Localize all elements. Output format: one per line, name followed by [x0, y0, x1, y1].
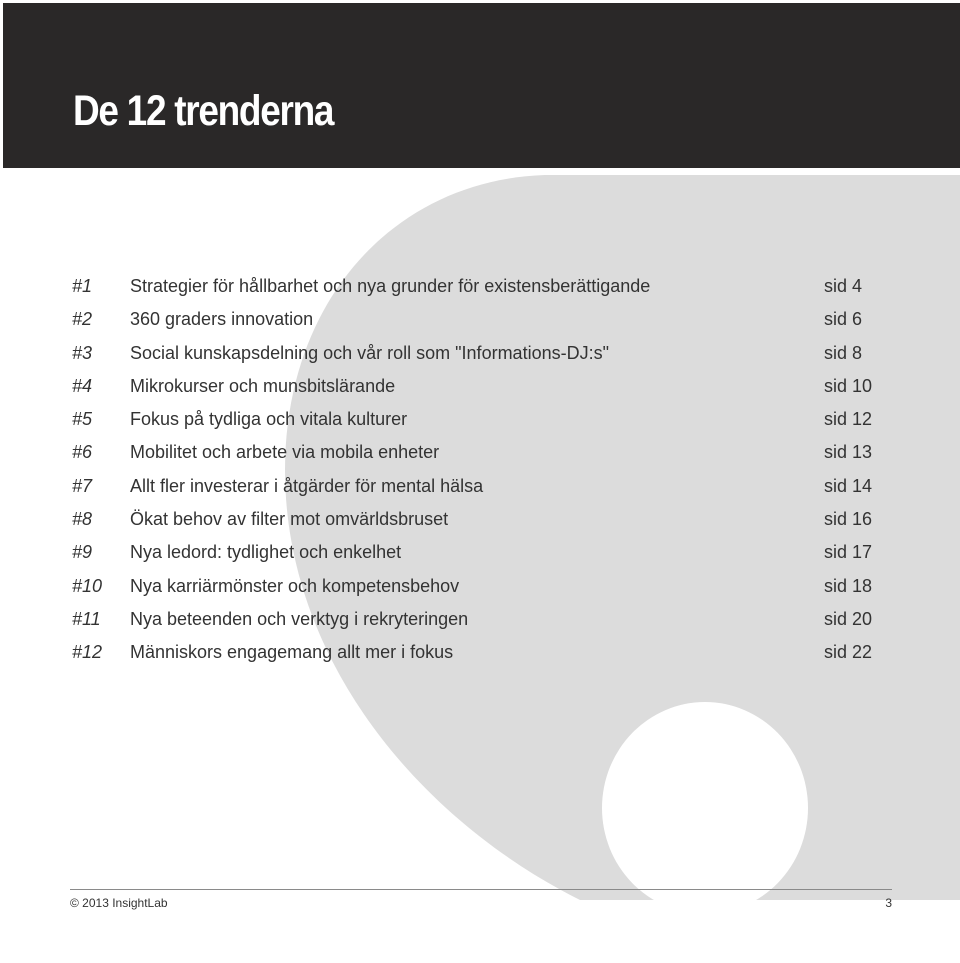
header-band: [3, 3, 960, 168]
toc-row[interactable]: [0, 570, 960, 603]
table-of-contents: [0, 270, 960, 670]
toc-title: Nya karriärmönster och kompetensbehov: [130, 575, 460, 596]
toc-title: Strategier för hållbarhet och nya grunder för existensberättigande: [130, 276, 651, 296]
toc-page-ref: sid 20: [824, 608, 873, 629]
toc-page-ref: sid 16: [824, 509, 873, 530]
toc-page-ref: sid 18: [824, 575, 873, 596]
toc-row[interactable]: [0, 403, 960, 436]
toc-title: Mikrokurser och munsbitslärande: [130, 375, 396, 396]
toc-row[interactable]: [0, 536, 960, 569]
toc-page-ref: sid 12: [824, 409, 873, 430]
toc-title: 360 graders innovation: [130, 309, 314, 330]
toc-number: #3: [72, 342, 93, 363]
toc-page-ref: sid 14: [824, 475, 873, 496]
toc-title: Fokus på tydliga och vitala kulturer: [130, 409, 408, 430]
toc-number: #5: [72, 409, 93, 430]
toc-row[interactable]: [0, 503, 960, 536]
toc-title: Social kunskapsdelning och vår roll som "Informations-DJ:s": [130, 342, 609, 363]
toc-row[interactable]: [0, 337, 960, 370]
toc-row[interactable]: [0, 370, 960, 403]
toc-number: #2: [72, 309, 93, 330]
toc-number: #10: [72, 575, 103, 596]
toc-number: #11: [72, 608, 101, 629]
toc-number: #6: [72, 442, 93, 463]
toc-number: #1: [72, 276, 93, 296]
toc-number: #9: [72, 542, 93, 563]
toc-title: Ökat behov av filter mot omvärldsbruset: [130, 509, 449, 530]
toc-page-ref: sid 4: [824, 276, 863, 296]
toc-number: #8: [72, 509, 93, 530]
toc-page-ref: sid 6: [824, 309, 863, 330]
toc-title: Nya beteenden och verktyg i rekryteringen: [130, 608, 469, 629]
toc-page-ref: sid 10: [824, 375, 873, 396]
toc-page-ref: sid 8: [824, 342, 863, 363]
footer-divider: [70, 889, 892, 890]
toc-page-ref: sid 22: [824, 642, 873, 663]
footer-copyright: © 2013 InsightLab: [70, 896, 168, 910]
toc-number: #12: [72, 642, 103, 663]
toc-title: Nya ledord: tydlighet och enkelhet: [130, 542, 402, 563]
toc-row[interactable]: [0, 436, 960, 469]
toc-page-ref: sid 17: [824, 542, 873, 563]
toc-number: #4: [72, 375, 93, 396]
toc-page-ref: sid 13: [824, 442, 873, 463]
toc-row[interactable]: [0, 470, 960, 503]
page-title: De 12 trenderna: [73, 87, 334, 135]
toc-title: Mobilitet och arbete via mobila enheter: [130, 442, 440, 463]
toc-row[interactable]: [0, 303, 960, 336]
toc-number: #7: [72, 475, 93, 496]
toc-row[interactable]: [0, 603, 960, 636]
toc-title: Allt fler investerar i åtgärder för mental hälsa: [130, 475, 484, 496]
toc-title: Människors engagemang allt mer i fokus: [130, 642, 454, 663]
toc-row[interactable]: [0, 270, 960, 303]
toc-row[interactable]: [0, 636, 960, 669]
footer-page-number: 3: [885, 896, 892, 910]
